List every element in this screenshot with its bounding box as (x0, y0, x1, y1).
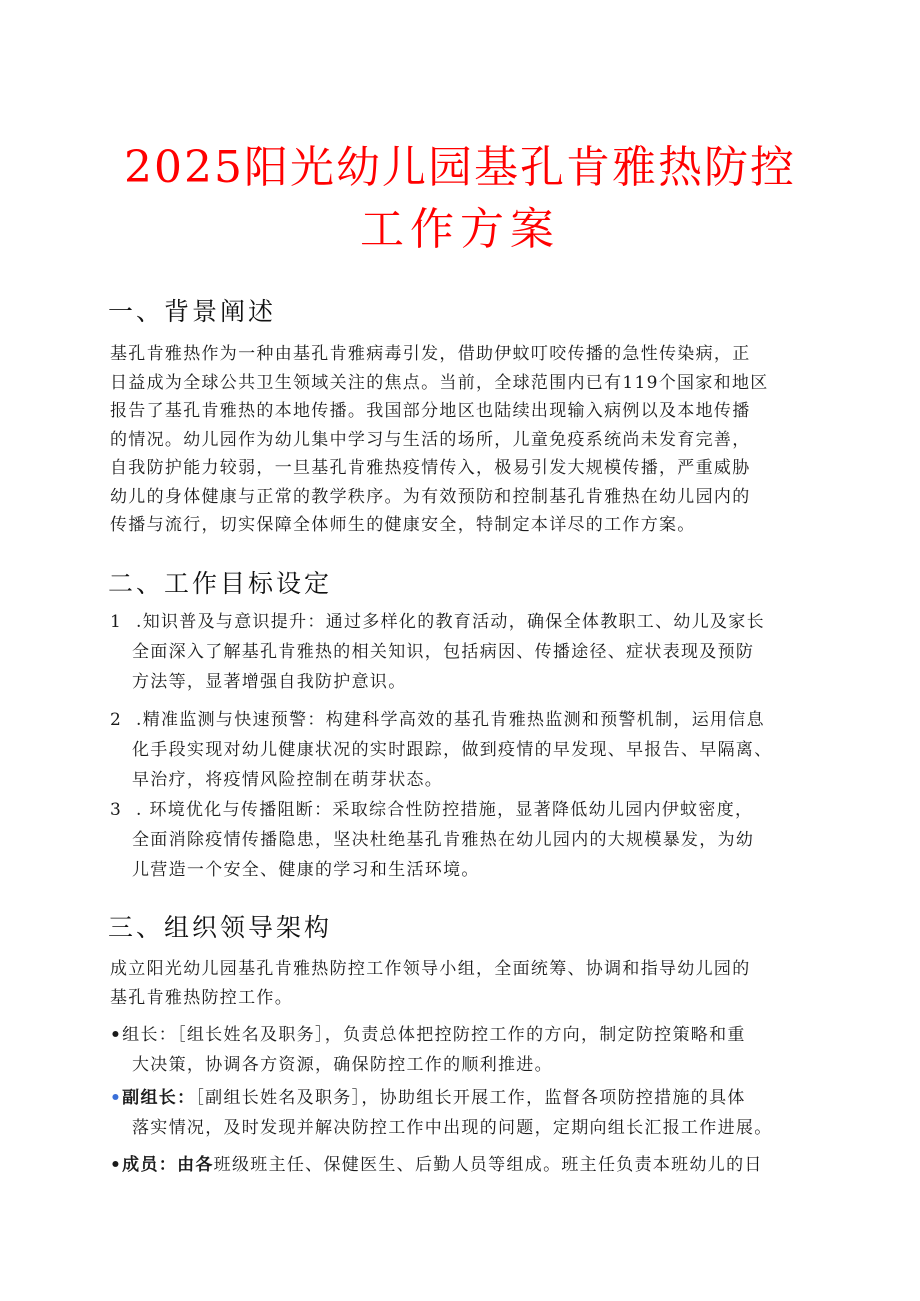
paragraph-line: 自我防护能力较弱，一旦基孔肯雅热疫情传入，极易引发大规模传播，严重威胁 (110, 458, 751, 478)
document-title-line-2: 工作方案 (360, 204, 560, 255)
goal-line: 儿营造一个安全、健康的学习和生活环境。 (132, 860, 480, 880)
goal-line: .精准监测与快速预警：构建科学高效的基孔肯雅热监测和预警机制，运用信息 (136, 710, 765, 730)
section-heading-background: 一、背景阐述 (108, 297, 277, 326)
member-members (110, 1150, 810, 1180)
bullet-icon: • (110, 1155, 123, 1175)
document-title-line-1: 2025阳光幼儿园基孔肯雅热防控 (124, 142, 796, 193)
goal-item-3 (110, 795, 810, 885)
section-heading-goals: 二、工作目标设定 (108, 569, 333, 598)
goal-number: 2 (110, 710, 123, 730)
paragraph-line: 幼儿的身体健康与正常的教学秩序。为有效预防和控制基孔肯雅热在幼儿园内的 (110, 486, 751, 507)
paragraph-line: 基孔肯雅热防控工作。 (110, 987, 293, 1008)
section-heading-organization: 三、组织领导架构 (108, 913, 333, 942)
bullet-icon: • (110, 1088, 123, 1108)
goal-number: 3 (110, 800, 123, 820)
paragraph-line: 基孔肯雅热作为一种由基孔肯雅病毒引发，借助伊蚊叮咬传播的急性传染病，正 (110, 344, 751, 364)
member-line: ［组长姓名及职务］，负责总体把控防控工作的方向，制定防控策略和重 (177, 1025, 746, 1045)
goal-number: 1 (110, 612, 123, 632)
goal-item-1 (110, 607, 810, 697)
member-leader (110, 1020, 810, 1080)
member-line: 大决策，协调各方资源，确保防控工作的顺利推进。 (132, 1055, 553, 1075)
paragraph-line: 传播与流行，切实保障全体师生的健康安全，特制定本详尽的工作方案。 (110, 515, 696, 535)
paragraph-line: 报告了基孔肯雅热的本地传播。我国部分地区也陆续出现输入病例以及本地传播 (110, 401, 751, 421)
background-paragraph (110, 340, 810, 540)
member-line: ［副组长姓名及职务］，协助组长开展工作，监督各项防控措施的具体 (195, 1088, 746, 1108)
bullet-icon: • (110, 1025, 123, 1045)
paragraph-line: 的情况。幼儿园作为幼儿集中学习与生活的场所，儿童免疫系统尚未发育完善， (110, 429, 751, 450)
paragraph-line: 成立阳光幼儿园基孔肯雅热防控工作领导小组，全面统筹、协调和指导幼儿园的 (110, 959, 751, 979)
member-line: 落实情况，及时发现并解决防控工作中出现的问题，定期向组长汇报工作进展。 (132, 1118, 773, 1138)
member-role: 副组长： (122, 1088, 196, 1108)
goal-line: . 环境优化与传播阻断：采取综合性防控措施，显著降低幼儿园内伊蚊密度， (136, 800, 754, 820)
goal-line: .知识普及与意识提升：通过多样化的教育活动，确保全体教职工、幼儿及家长 (136, 612, 765, 632)
goal-item-2 (110, 705, 810, 795)
goal-line: 全面深入了解基孔肯雅热的相关知识，包括病因、传播途径、症状表现及预防 (132, 642, 755, 662)
goal-line: 全面消除疫情传播隐患，坚决杜绝基孔肯雅热在幼儿园内的大规模暴发，为幼 (132, 830, 755, 850)
member-deputy-leader (110, 1083, 810, 1143)
goal-line: 早治疗，将疫情风险控制在萌芽状态。 (132, 770, 444, 790)
goal-line: 方法等，显著增强自我防护意识。 (132, 672, 407, 692)
organization-paragraph (110, 955, 810, 1012)
goal-line: 化手段实现对幼儿健康状况的实时跟踪，做到疫情的早发现、早报告、早隔离、 (132, 740, 773, 760)
member-role: 成员：由各 (122, 1155, 214, 1175)
member-line: 班级班主任、保健医生、后勤人员等组成。班主任负责本班幼儿的日 (213, 1155, 763, 1175)
paragraph-line: 日益成为全球公共卫生领域关注的焦点。当前，全球范围内已有119个国家和地区 (110, 372, 769, 393)
member-role: 组长： (122, 1025, 178, 1045)
